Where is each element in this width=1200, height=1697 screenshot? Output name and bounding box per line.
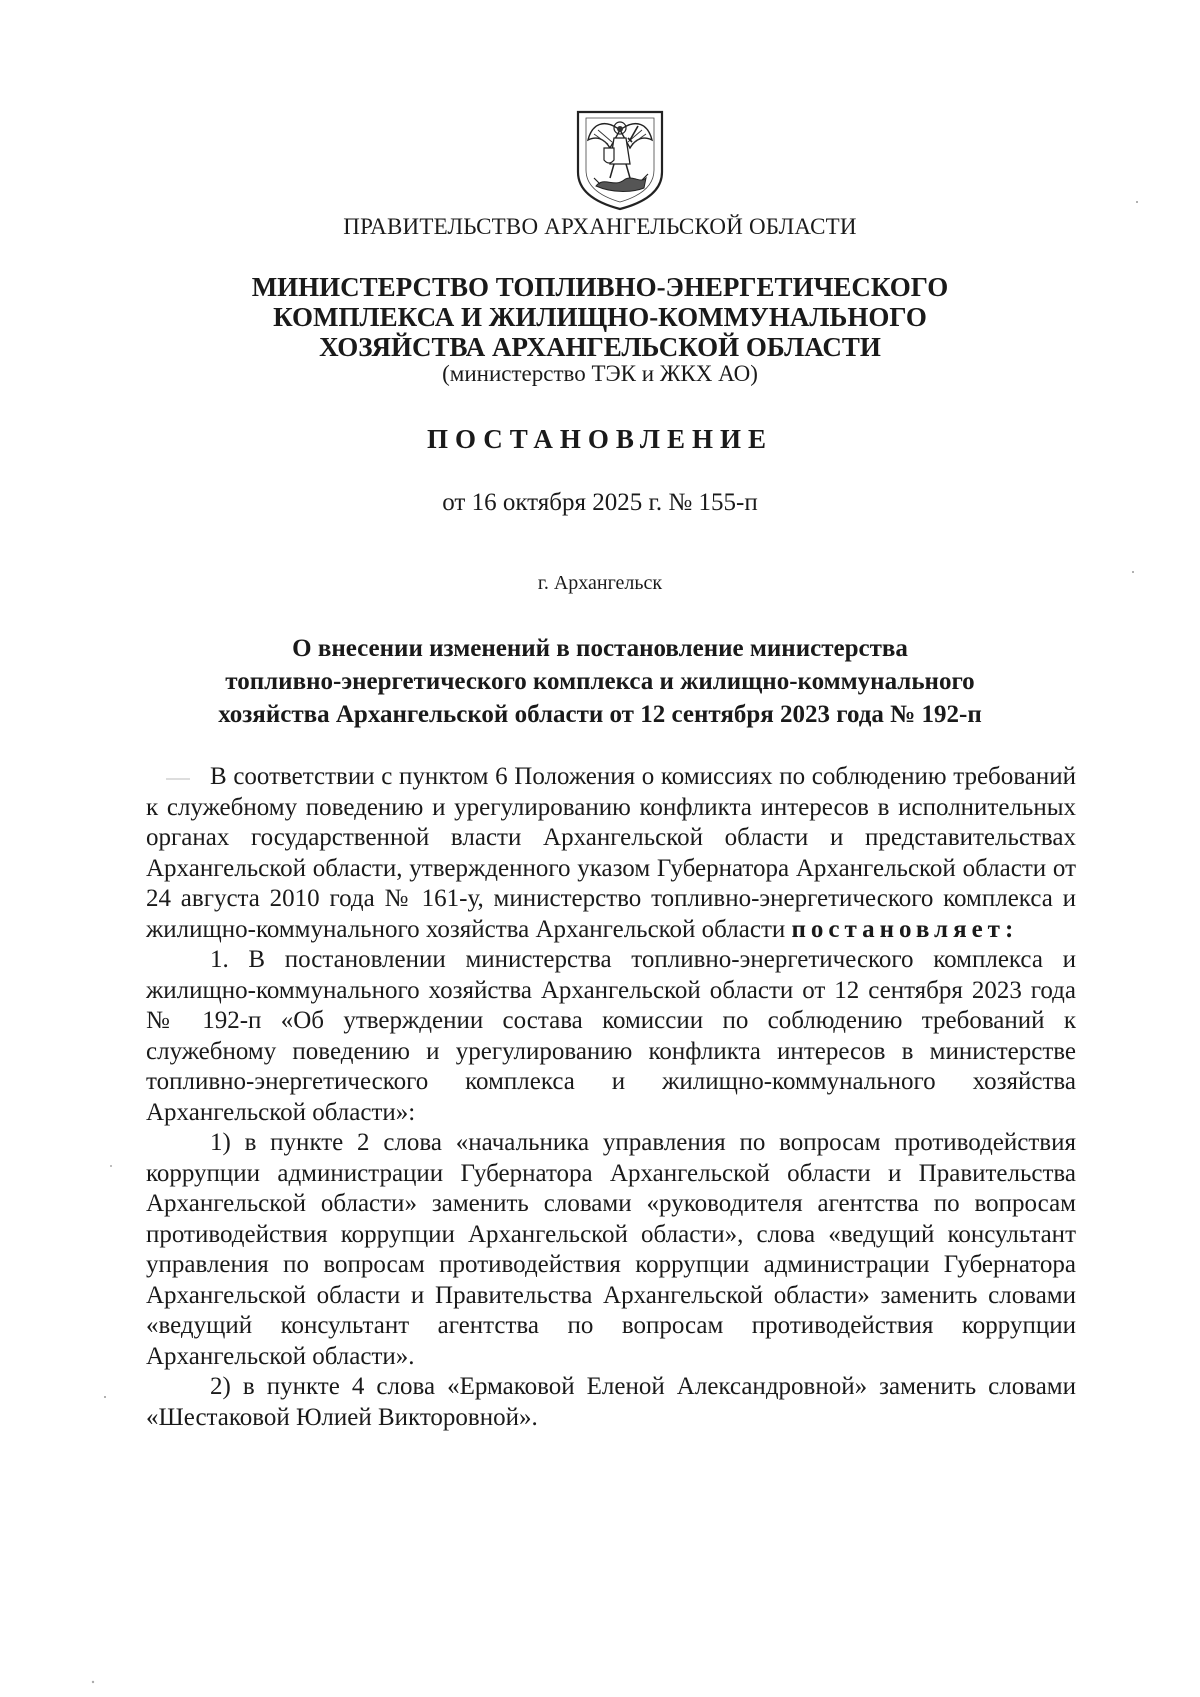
item-1-paragraph: 1. В постановлении министерства топливно-энергетического комплекса и жилищно-коммунального хозяйства Архангельской области от 12 сентября 2023 года № 192-п «Об утверждении состава комиссии по соблюдению требований к служебному поведению и урегулированию конфликта интересов в министерстве топливно-энергетического комплекса и жилищно-коммунального хозяйства Архангельской области»: [146,946,1076,1126]
coat-of-arms-emblem [574,108,666,212]
resolves-word: постановляет: [791,915,1019,943]
item-1-2-paragraph: 2) в пункте 4 слова «Ермаковой Еленой Александровной» заменить словами «Шестаковой Юлией Викторовной». [146,1373,1076,1431]
ministry-abbreviation: (министерство ТЭК и ЖКХ АО) [442,361,758,386]
document-body [146,762,1076,1433]
ministry-name-line: КОМПЛЕКСА И ЖИЛИЩНО-КОММУНАЛЬНОГО [273,302,927,332]
preamble-text: В соответствии с пунктом 6 Положения о комиссиях по соблюдению требований к служебному поведению и урегулированию конфликта интересов в исполнительных органах государственной власти Архангельской области и представительствах Архангельской области, утвержденного указом Губернатора Архангельской области от 24 августа 2010 года № 161-у, министерство топливно-энергетического комплекса и жилищно-коммунального хозяйства Архангельской области [146,763,1076,943]
preamble-paragraph [146,762,1076,945]
document-type: ПОСТАНОВЛЕНИЕ [426,424,774,454]
document-subject [0,632,1200,731]
government-name: ПРАВИТЕЛЬСТВО АРХАНГЕЛЬСКОЙ ОБЛАСТИ [343,214,857,239]
subject-line: О внесении изменений в постановление министерства [292,635,908,662]
ministry-name-line: МИНИСТЕРСТВО ТОПЛИВНО-ЭНЕРГЕТИЧЕСКОГО [251,272,949,302]
item-1-1-paragraph: 1) в пункте 2 слова «начальника управления по вопросам противодействия коррупции администрации Губернатора Архангельской области и Правительства Архангельской области» заменить словами «руководителя агентства по вопросам противодействия коррупции Архангельской области», слова «ведущий консультант управления по вопросам противодействия коррупции администрации Губернатора Архангельской области и Правительства Архангельской области» заменить словами «ведущий консультант агентства по вопросам противодействия коррупции Архангельской области». [146,1129,1076,1370]
document-date-number: от 16 октября 2025 г. № 155-п [442,489,758,516]
ministry-name [0,272,1200,362]
ministry-name-line: ХОЗЯЙСТВА АРХАНГЕЛЬСКОЙ ОБЛАСТИ [319,332,881,362]
document-city: г. Архангельск [537,572,663,594]
subject-line: топливно-энергетического комплекса и жилищно-коммунального [225,668,975,695]
subject-line: хозяйства Архангельской области от 12 сентября 2023 года № 192-п [218,701,982,728]
